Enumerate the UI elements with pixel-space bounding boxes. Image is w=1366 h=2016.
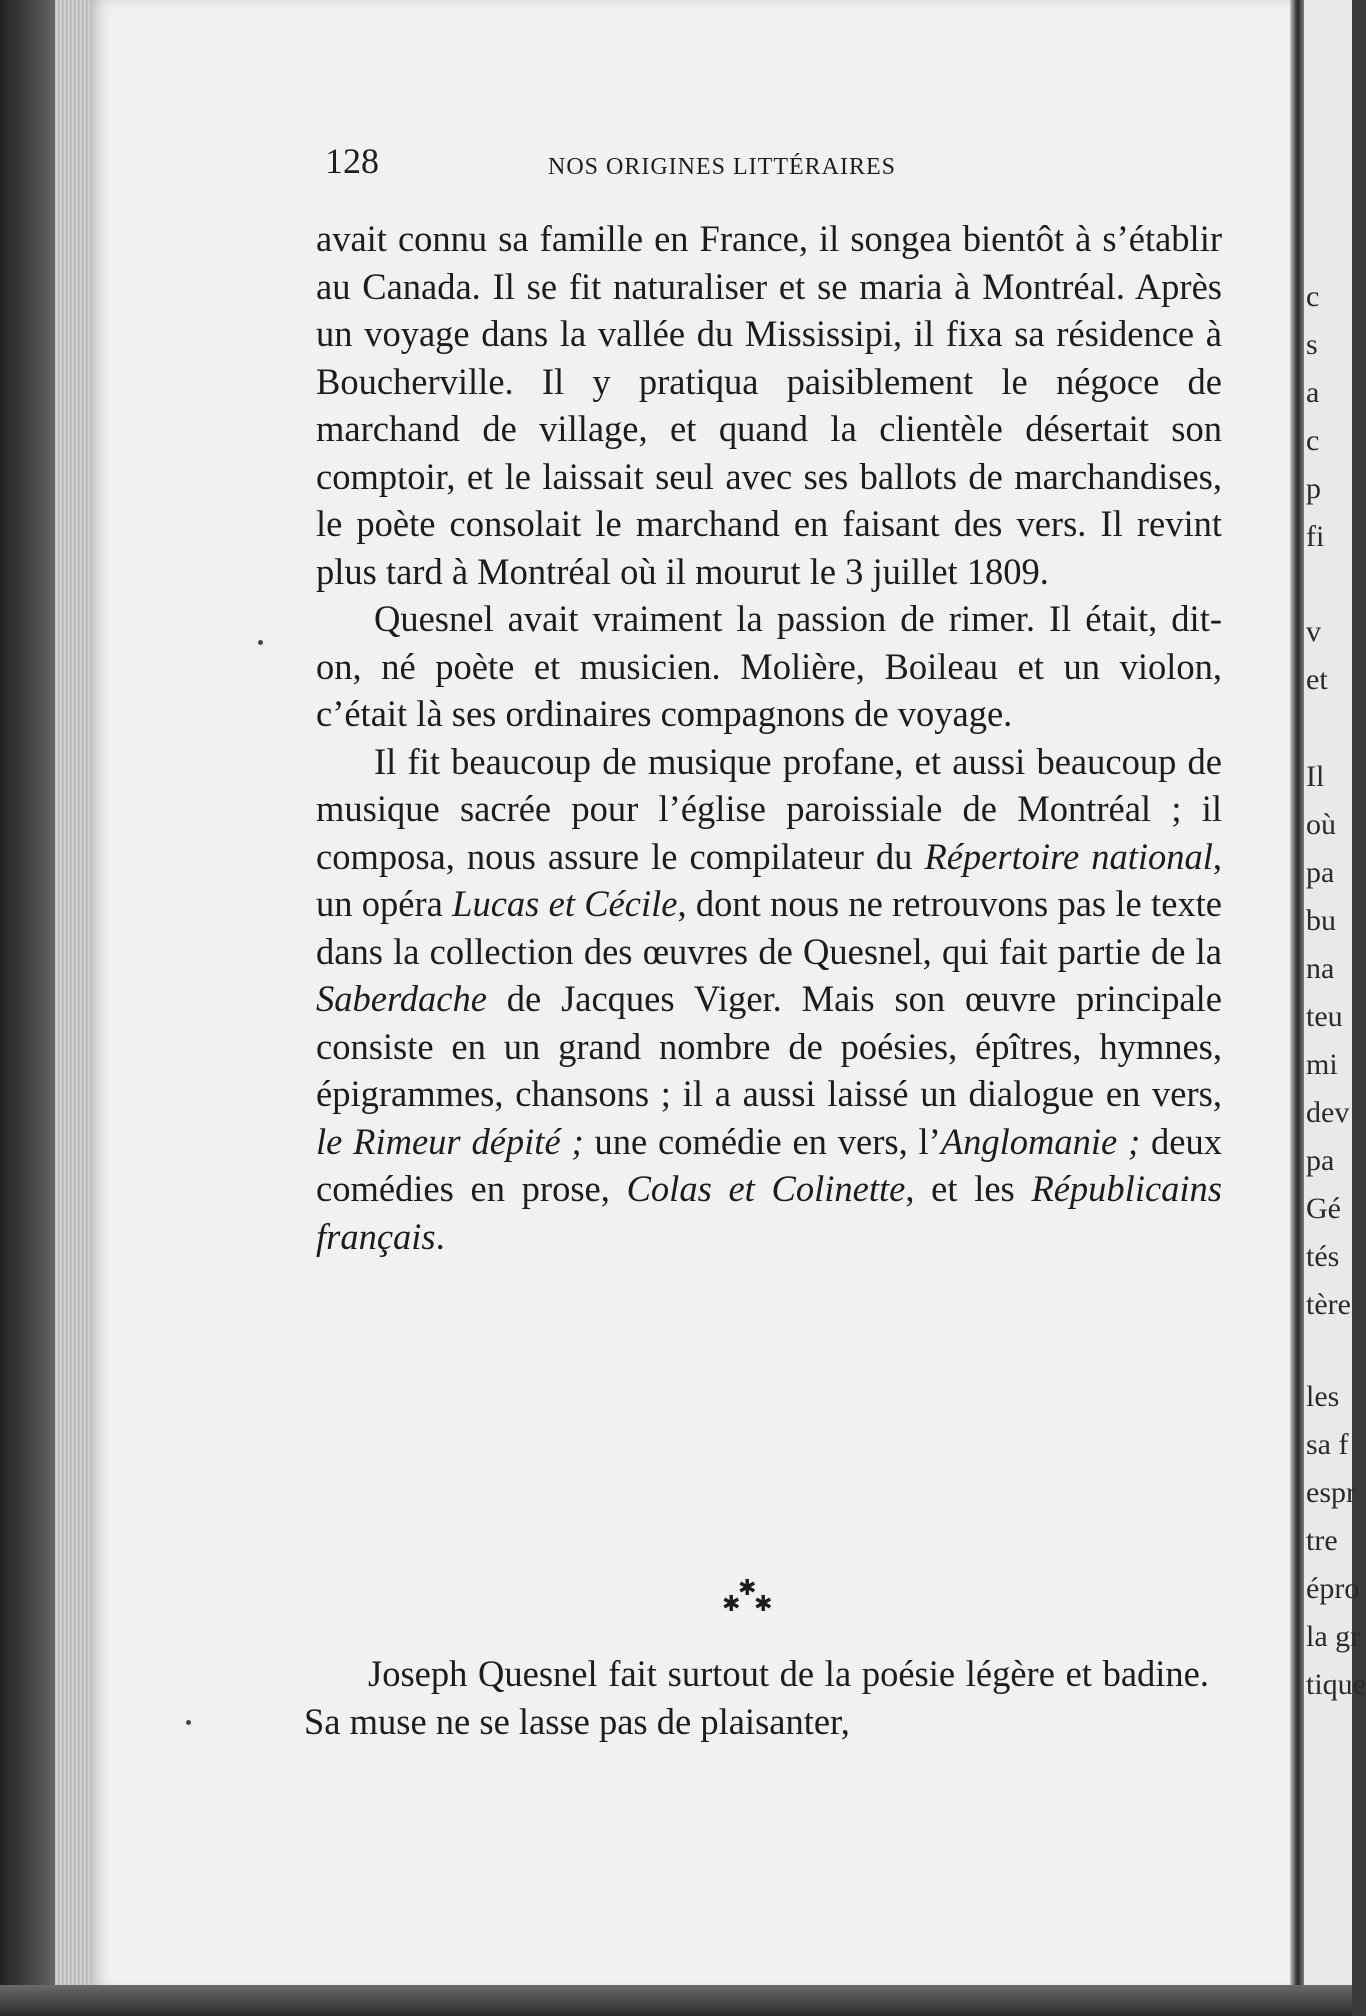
facing-page-fragment: sa f: [1306, 1428, 1349, 1461]
italic-title: Colas et Colinette: [626, 1168, 906, 1209]
facing-page-fragment: tés: [1306, 1240, 1340, 1273]
facing-page-fragment: c: [1306, 424, 1320, 457]
page-edges: [55, 0, 90, 2016]
text-run: , un opéra: [316, 835, 1223, 924]
facing-page-fragment: na: [1306, 952, 1335, 985]
text-run: une comédie en vers, l’: [583, 1120, 941, 1162]
facing-page-fragment: épro: [1306, 1572, 1360, 1605]
facing-page-fragment: teu: [1306, 1000, 1343, 1033]
paragraph-p2: [316, 595, 1222, 738]
paragraph: Joseph Quesnel fait surtout de la poésie légère et badine. Sa muse ne se lasse pas de plaisanter,: [304, 1653, 1209, 1742]
facing-page-fragment: v: [1306, 615, 1321, 648]
facing-page-fragment: Il: [1306, 760, 1325, 793]
italic-title: Répertoire national: [924, 835, 1213, 877]
facing-page-fragment: et: [1306, 663, 1328, 696]
facing-page-fragment: les: [1306, 1380, 1340, 1413]
body-text-after-break: [304, 1650, 1209, 1745]
italic-title: Saberdache: [316, 978, 487, 1019]
italic-title: Lucas et Cécile: [452, 883, 678, 924]
facing-page-fragment: p: [1306, 472, 1321, 505]
text-run: de Jacques Viger. Mais son œuvre principale consiste en un grand nombre de poésies, épîtres, hymnes, épigrammes, chansons ; il a aussi laissé un dialogue en vers,: [316, 978, 1222, 1114]
italic-title: le Rimeur dépité ;: [316, 1120, 584, 1162]
text-run: , dont nous ne retrouvons pas le texte dans la collection des œuvres de Quesnel, qui fait partie de la: [316, 883, 1222, 972]
facing-page-fragment: s: [1306, 328, 1318, 361]
facing-page-fragment: c: [1306, 280, 1320, 313]
facing-page-fragment: dev: [1306, 1096, 1350, 1129]
facing-page-fragment: pa: [1306, 856, 1335, 889]
speck: [186, 1720, 191, 1725]
running-head-title: NOS ORIGINES LITTÉRAIRES: [548, 154, 896, 180]
facing-page-fragment: tre: [1306, 1524, 1338, 1557]
facing-page-fragment: fi: [1306, 520, 1325, 553]
facing-page-fragment: bu: [1306, 904, 1336, 937]
speck: [258, 640, 263, 645]
section-break-asterism: ✱ ✱ ✱: [722, 1575, 773, 1616]
paragraph-p3: [316, 738, 1222, 1261]
text-run: avait connu sa famille en France, il songea bientôt à s’établir au Canada. Il se fit naturaliser et se maria à Montréal. Après un voyage dans la vallée du Mississipi, il fixa sa résidence à Boucherville. Il y pratiqua paisiblement le négoce de marchand de village, et quand la clientèle désertait son comptoir, et le laissait seul avec ses ballots de marchandises, le poète consolait le marchand en faisant des vers. Il revint plus tard à Montréal où il mourut le 3 juillet 1809.: [316, 218, 1222, 592]
page-number: 128: [325, 141, 379, 181]
paragraph-p1: [316, 215, 1222, 595]
body-text: [316, 215, 1222, 1260]
scan-bottom-edge: [0, 1985, 1352, 2016]
text-run: deux comédies en prose,: [316, 1120, 1223, 1209]
facing-page-fragment: la gr: [1306, 1620, 1361, 1653]
text-run: .: [435, 1215, 445, 1257]
italic-title: Républicains français: [316, 1168, 1223, 1257]
facing-page-fragment: espr: [1306, 1476, 1356, 1509]
facing-page-fragment: tique: [1306, 1668, 1366, 1701]
facing-page-fragment: tère: [1306, 1288, 1351, 1321]
facing-page-fragment: mi: [1306, 1048, 1338, 1081]
facing-page-fragment: où: [1306, 808, 1336, 841]
italic-title: Anglomanie ;: [940, 1120, 1141, 1162]
facing-page-fragment: pa: [1306, 1144, 1335, 1177]
facing-page-fragment: a: [1306, 376, 1320, 409]
book-gutter: [1290, 0, 1304, 1990]
facing-page-fragment: Gé: [1306, 1192, 1341, 1225]
facing-page-edge: [1304, 0, 1366, 1990]
text-run: , et les: [905, 1168, 1032, 1209]
text-run: Quesnel avait vraiment la passion de rimer. Il était, dit-on, né poète et musicien. Molière, Boileau et un violon, c’était là ses ordinaires compagnons de voyage.: [316, 598, 1222, 734]
text-run: Il fit beaucoup de musique profane, et aussi beaucoup de musique sacrée pour l’église paroissiale de Montréal ; il composa, nous assure le compilateur du: [316, 740, 1222, 877]
